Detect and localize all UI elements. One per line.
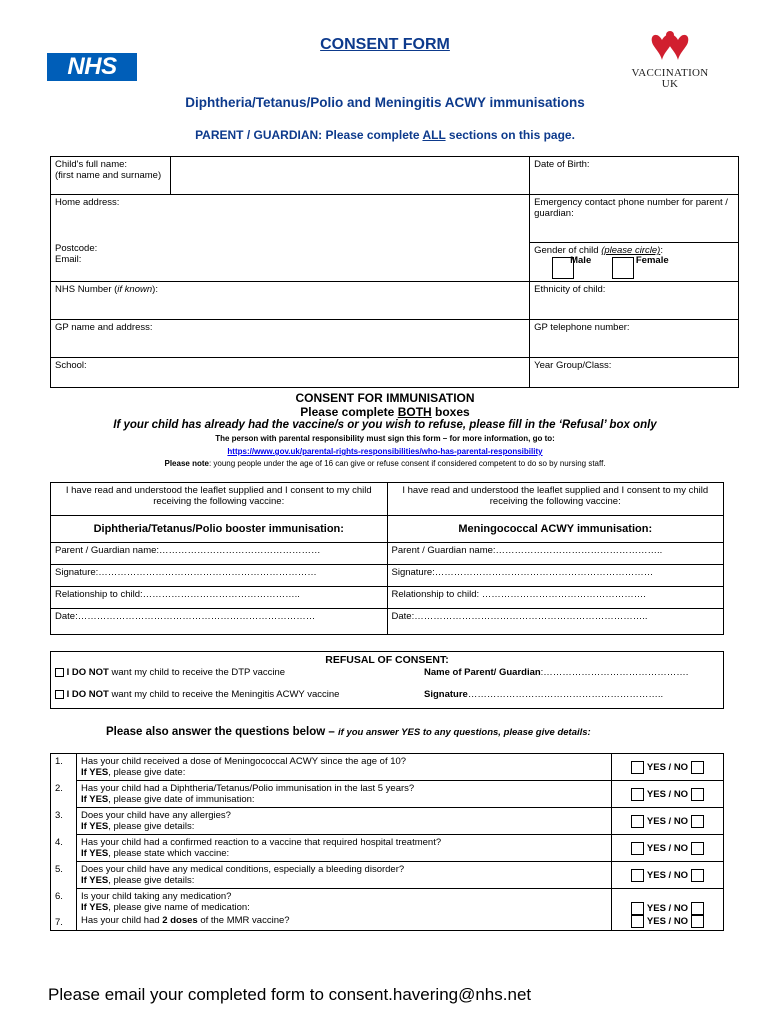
q7-yes-checkbox[interactable] [631,915,644,928]
responsibility-link[interactable]: https://www.gov.uk/parental-rights-responsibilities/who-has-parental-responsibility [227,447,543,456]
vacc-logo-text: VACCINATION [631,67,709,79]
question-3-answer[interactable]: YES / NO [612,808,724,835]
consent-heading: CONSENT FOR IMMUNISATION [295,391,475,405]
refuse-menacwy-checkbox[interactable] [55,690,64,699]
hearts-icon [648,30,692,64]
q6-no-checkbox[interactable] [691,902,704,915]
gp-phone-field[interactable]: GP telephone number: [530,320,739,358]
question-2-answer[interactable]: YES / NO [612,781,724,808]
question-6: Is your child taking any medication? If YES, please give name of medication: [76,889,611,916]
question-7-answer[interactable]: YES / NO [612,915,724,931]
question-number: 1. [51,754,77,781]
refuse-dtp-option[interactable]: I DO NOT want my child to receive the DTP vaccine [55,667,285,678]
both-boxes-instruction: Please complete BOTH boxes [300,405,470,419]
age-note: Please note: young people under the age of 16 can give or refuse consent if considered competent to do so by nursing staff. [164,459,606,468]
menacwy-consent-intro: I have read and understood the leaflet supplied and I consent to my child receiving the following vaccine: [387,483,724,516]
child-name-label: Child's full name: (first name and surname) [51,157,171,195]
school-field[interactable]: School: [51,358,530,388]
footer-email-note: Please email your completed form to consent.havering@nhs.net [48,985,532,1004]
menacwy-vaccine-label: Meningococcal ACWY immunisation: [387,516,724,543]
menacwy-parent-name-field[interactable]: Parent / Guardian name:…………………………………………….. [387,543,724,565]
vacc-logo-text-uk: UK [661,78,679,90]
dtp-vaccine-label: Diphtheria/Tetanus/Polio booster immunisation: [51,516,388,543]
year-group-field[interactable]: Year Group/Class: [530,358,739,388]
questions-intro: Please also answer the questions below – if you answer YES to any questions, please give details: [106,726,591,738]
home-address-field[interactable]: Home address: [51,195,530,243]
question-number: 2. [51,781,77,808]
question-4: Has your child had a confirmed reaction to a vaccine that required hospital treatment? If YES, please state which vaccine: [76,835,611,862]
q1-no-checkbox[interactable] [691,761,704,774]
q2-no-checkbox[interactable] [691,788,704,801]
question-1-answer[interactable]: YES / NO [612,754,724,781]
question-number: 5. [51,862,77,889]
question-6-answer[interactable]: YES / NO [612,889,724,916]
refusal-heading: REFUSAL OF CONSENT: [325,654,449,666]
q3-yes-checkbox[interactable] [631,815,644,828]
q5-yes-checkbox[interactable] [631,869,644,882]
q3-no-checkbox[interactable] [691,815,704,828]
page-title: CONSENT FORM [320,36,450,53]
child-details-table [50,156,739,388]
refusal-note: If your child has already had the vaccine/s or you wish to refuse, please fill in the ‘Refusal’ box only [113,419,657,431]
q2-yes-checkbox[interactable] [631,788,644,801]
question-number: 6. [51,889,77,916]
question-number: 4. [51,835,77,862]
dtp-consent-intro: I have read and understood the leaflet supplied and I consent to my child receiving the following vaccine: [51,483,388,516]
question-1: Has your child received a dose of Meningococcal ACWY since the age of 10? If YES, please give date: [76,754,611,781]
refusal-box [50,651,724,709]
female-checkbox[interactable] [612,257,634,279]
question-5: Does your child have any medical conditions, especially a bleeding disorder? If YES, please give details: [76,862,611,889]
child-name-field[interactable] [170,157,529,195]
dtp-date-field[interactable]: Date:………………………………………………………………… [51,609,388,635]
refusal-signature-field[interactable]: Signature…………………………………………………….. [424,689,664,700]
q7-no-checkbox[interactable] [691,915,704,928]
form-subtitle: Diphtheria/Tetanus/Polio and Meningitis ACWY immunisations [185,95,585,110]
q4-yes-checkbox[interactable] [631,842,644,855]
menacwy-signature-field[interactable]: Signature:…………………………………………………………… [387,565,724,587]
dtp-signature-field[interactable]: Signature:…………………………………………………………… [51,565,388,587]
consent-table [50,482,724,635]
questions-table [50,753,724,931]
question-4-answer[interactable]: YES / NO [612,835,724,862]
dob-field[interactable]: Date of Birth: [530,157,739,195]
menacwy-date-field[interactable]: Date:……………………………………………………………….. [387,609,724,635]
refusal-parent-name-field[interactable]: Name of Parent/ Guardian:………………………………………. [424,667,689,678]
question-7: Has your child had 2 doses of the MMR vaccine? [76,915,611,931]
q6-yes-checkbox[interactable] [631,902,644,915]
question-number: 3. [51,808,77,835]
gp-address-field[interactable]: GP name and address: [51,320,530,358]
emergency-contact-field[interactable]: Emergency contact phone number for parent / guardian: [530,195,739,243]
question-number: 7. [51,915,77,931]
postcode-email-field[interactable]: Postcode: Email: [51,243,530,282]
question-2: Has your child had a Diphtheria/Tetanus/Polio immunisation in the last 5 years? If YES, please give date of immunisation: [76,781,611,808]
parent-instruction: PARENT / GUARDIAN: Please complete ALL sections on this page. [195,128,575,142]
refuse-menacwy-option[interactable]: I DO NOT want my child to receive the Meningitis ACWY vaccine [55,689,339,700]
nhs-number-field[interactable]: NHS Number (if known): [51,282,530,320]
q1-yes-checkbox[interactable] [631,761,644,774]
ethnicity-field[interactable]: Ethnicity of child: [530,282,739,320]
responsibility-note: The person with parental responsibility must sign this form – for more information, go to: [215,434,555,443]
question-3: Does your child have any allergies? If YES, please give details: [76,808,611,835]
refuse-dtp-checkbox[interactable] [55,668,64,677]
vaccination-uk-logo [620,30,720,92]
q4-no-checkbox[interactable] [691,842,704,855]
menacwy-relationship-field[interactable]: Relationship to child: ……………………………………………. [387,587,724,609]
question-5-answer[interactable]: YES / NO [612,862,724,889]
nhs-logo: NHS [47,53,137,81]
gender-field: Gender of child (please circle): Male Female [530,243,739,282]
dtp-parent-name-field[interactable]: Parent / Guardian name:…………………………………………… [51,543,388,565]
q5-no-checkbox[interactable] [691,869,704,882]
dtp-relationship-field[interactable]: Relationship to child:………………………………………….. [51,587,388,609]
